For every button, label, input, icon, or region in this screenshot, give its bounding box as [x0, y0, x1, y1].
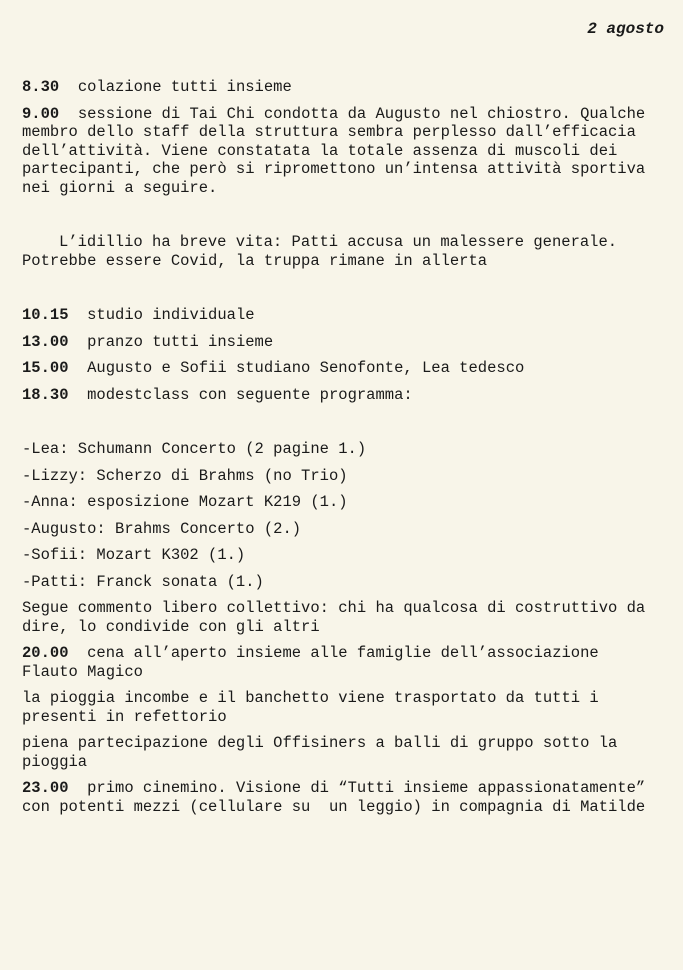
program-item: -Anna: esposizione Mozart K219 (1.) [22, 493, 348, 511]
program-item: -Patti: Franck sonata (1.) [22, 572, 264, 591]
entry-time: 18.30 [22, 385, 69, 404]
idillio-paragraph: L’idillio ha breve vita: Patti accusa un malessere generale. Potrebbe essere Covid, la truppa rimane in allerta [22, 233, 627, 270]
commento-paragraph: Segue commento libero collettivo: chi ha qualcosa di costruttivo da dire, lo condivide con gli altri [22, 599, 655, 636]
entry-time: 23.00 [22, 779, 69, 797]
spacer [22, 205, 662, 233]
entry-text: studio individuale [87, 306, 255, 324]
program-item: -Augusto: Brahms Concerto (2.) [22, 519, 302, 538]
entry-time: 10.15 [22, 306, 69, 324]
entry-text: primo cinemino. Visione di “Tutti insieme appassionatamente” con potenti mezzi (cellulare su un leggio) in compagnia di Matilde [22, 779, 655, 816]
entry-text: Augusto e Sofii studiano Senofonte, Lea tedesco [87, 359, 525, 377]
entry-time: 9.00 [22, 104, 60, 123]
entry-0830 [22, 78, 662, 97]
entry-text: sessione di Tai Chi condotta da Augusto nel chiostro. Qualche membro dello staff della struttura sembra perplesso dall’efficacia dell’attività. Viene constatata la totale assenza di muscoli dei partecipanti, che però si ripromettono un’intensa attività sportiva nei giorni a seguire. [22, 104, 655, 197]
program-item: -Sofii: Mozart K302 (1.) [22, 546, 246, 564]
program-item: -Lea: Schumann Concerto (2 pagine 1.) [22, 440, 367, 458]
page-date: 2 agosto [587, 20, 664, 38]
entry-2300 [22, 779, 662, 816]
entry-text: pranzo tutti insieme [87, 332, 274, 351]
entry-1830 [22, 386, 662, 405]
entry-text: cena all’aperto insieme alle famiglie dell’associazione Flauto Magico [22, 644, 609, 681]
entry-1500 [22, 359, 662, 378]
diary-body [22, 78, 662, 824]
entry-2000 [22, 644, 662, 681]
entry-text: modestclass con seguente programma: [87, 385, 413, 404]
spacer [22, 412, 662, 440]
entry-1300 [22, 333, 662, 352]
spacer [22, 278, 662, 306]
entry-text: colazione tutti insieme [77, 78, 292, 96]
program-item: -Lizzy: Scherzo di Brahms (no Trio) [22, 466, 348, 485]
pioggia-paragraph: la pioggia incombe e il banchetto viene trasportato da tutti i presenti in refettorio [22, 689, 609, 726]
balli-paragraph: piena partecipazione degli Offisiners a balli di gruppo sotto la pioggia [22, 734, 627, 771]
entry-time: 15.00 [22, 359, 69, 377]
entry-time: 20.00 [22, 644, 69, 662]
entry-time: 13.00 [22, 332, 69, 351]
entry-0900 [22, 105, 662, 198]
entry-1015 [22, 306, 662, 325]
entry-time: 8.30 [22, 78, 60, 96]
